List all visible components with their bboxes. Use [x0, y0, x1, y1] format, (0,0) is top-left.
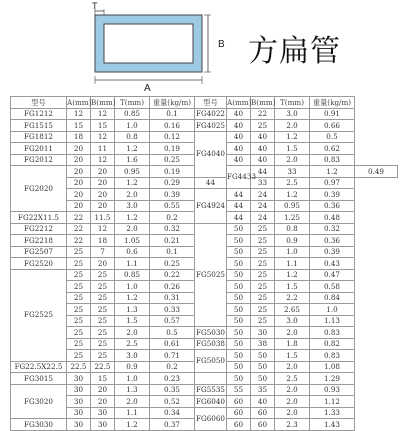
t-dim-cell: 1.2: [115, 177, 150, 189]
model-cell: FG1212: [11, 108, 67, 120]
a-dim-cell: 30: [67, 373, 91, 385]
t-dim-cell: 1.5: [115, 315, 150, 327]
a-dim-cell: 20: [67, 154, 91, 166]
a-dim-cell: 50: [227, 350, 251, 362]
t-dim-cell: 0.85: [115, 108, 150, 120]
weight-cell: 0.82: [310, 338, 355, 350]
t-dim-cell: 1.2: [115, 143, 150, 155]
t-dim-cell: 1.2: [115, 419, 150, 431]
b-dim-cell: 20: [91, 384, 115, 396]
a-dim-cell: 25: [67, 327, 91, 339]
b-dim-cell: 18: [91, 235, 115, 247]
model-cell: FG22X11.5: [11, 212, 67, 224]
weight-cell: 0.19: [150, 166, 195, 178]
t-dim-cell: 1.6: [115, 154, 150, 166]
a-dim-cell: 25: [67, 246, 91, 258]
weight-cell: 0.97: [310, 177, 355, 189]
t-dim-cell: 2.0: [275, 407, 310, 419]
model-cell: FG2525: [11, 269, 67, 361]
b-dim-cell: 25: [251, 304, 275, 316]
table-body: [11, 108, 398, 430]
a-dim-cell: 25: [67, 350, 91, 362]
weight-cell: 0.35: [150, 384, 195, 396]
t-dim-cell: 2.0: [115, 223, 150, 235]
a-dim-cell: 30: [67, 419, 91, 431]
b-dim-cell: 25: [91, 327, 115, 339]
a-dim-cell: 22: [67, 235, 91, 247]
t-dim-cell: 1.25: [275, 212, 310, 224]
t-dim-cell: 0.8: [115, 131, 150, 143]
weight-cell: 0.32: [150, 223, 195, 235]
a-dim-cell: 25: [67, 304, 91, 316]
t-dim-cell: 1.0: [115, 373, 150, 385]
weight-cell: 0.29: [150, 177, 195, 189]
model-cell: FG2020: [11, 166, 67, 212]
weight-cell: 0.31: [150, 292, 195, 304]
a-dim-cell: 50: [227, 246, 251, 258]
label-a: A: [144, 83, 151, 94]
weight-cell: 0.43: [310, 258, 355, 270]
b-dim-cell: 40: [251, 396, 275, 408]
b-dim-cell: 60: [251, 419, 275, 431]
weight-cell: 0.83: [310, 350, 355, 362]
b-dim-cell: 25: [91, 269, 115, 281]
model-cell: FG5025: [195, 223, 227, 327]
a-dim-cell: 50: [227, 235, 251, 247]
t-dim-cell: 2.0: [115, 396, 150, 408]
b-dim-cell: 25: [251, 258, 275, 270]
a-dim-cell: 25: [67, 338, 91, 350]
col-a-right: A(mm): [227, 97, 252, 107]
col-t-right: T(mm): [275, 97, 310, 109]
t-dim-cell: 2.5: [275, 373, 310, 385]
weight-cell: 0.91: [310, 108, 355, 120]
weight-cell: 0.39: [150, 189, 195, 201]
b-dim-cell: 25: [251, 315, 275, 327]
model-cell: FG1515: [11, 120, 67, 132]
weight-cell: 1.0: [310, 304, 355, 316]
a-dim-cell: 50: [227, 338, 251, 350]
label-t: T: [92, 1, 98, 11]
a-dim-cell: 50: [227, 269, 251, 281]
t-dim-cell: 0.95: [275, 200, 310, 212]
weight-cell: 1.33: [310, 407, 355, 419]
b-dim-cell: 33: [251, 177, 275, 189]
model-cell: FG6060: [195, 407, 227, 430]
a-dim-cell: 50: [227, 315, 251, 327]
weight-cell: 0.16: [150, 120, 195, 132]
t-dim-cell: 1.2: [115, 292, 150, 304]
header-row: [11, 97, 398, 109]
weight-cell: 0.36: [310, 200, 355, 212]
weight-cell: 0.34: [150, 407, 195, 419]
b-dim-cell: 20: [91, 189, 115, 201]
model-cell: FG22.5X22.5: [11, 361, 67, 373]
t-dim-cell: 1.5: [275, 143, 310, 155]
t-dim-cell: 2.5: [275, 177, 310, 189]
b-dim-cell: 11.5: [91, 212, 115, 224]
weight-cell: 0.32: [310, 223, 355, 235]
b-dim-cell: 40: [251, 154, 275, 166]
a-dim-cell: 44: [227, 189, 251, 201]
weight-cell: 0.36: [310, 235, 355, 247]
weight-cell: 0.58: [310, 281, 355, 293]
b-dim-cell: 24: [251, 200, 275, 212]
b-dim-cell: 25: [251, 246, 275, 258]
t-dim-cell: 1.2: [310, 166, 355, 178]
b-dim-cell: 12: [91, 154, 115, 166]
t-dim-cell: 1.2: [275, 269, 310, 281]
t-dim-cell: 1.3: [115, 304, 150, 316]
t-dim-cell: 2.0: [275, 384, 310, 396]
model-cell: FG6040: [195, 396, 226, 406]
a-dim-cell: 22.5: [67, 361, 91, 373]
weight-cell: 1.08: [310, 361, 355, 373]
table-row: [11, 373, 398, 385]
weight-cell: 0.61: [150, 338, 195, 350]
a-dim-cell: 20: [67, 143, 91, 155]
t-dim-cell: 1.0: [115, 120, 150, 132]
model-cell: FG4924: [195, 189, 227, 224]
weight-cell: 0.1: [150, 246, 195, 258]
table-row: [11, 223, 398, 235]
model-cell: FG2218: [11, 235, 67, 247]
b-dim-cell: 12: [91, 223, 115, 235]
b-dim-cell: 25: [91, 292, 115, 304]
model-cell: FG4433: [227, 166, 251, 189]
weight-cell: 0.2: [150, 212, 195, 224]
b-dim-cell: 25: [251, 269, 275, 281]
model-cell: FG2520: [11, 258, 67, 270]
model-cell: FG4022: [195, 109, 226, 119]
a-dim-cell: 50: [227, 281, 251, 293]
label-b: B: [218, 39, 225, 50]
t-dim-cell: 1.2: [115, 212, 150, 224]
a-dim-cell: 25: [67, 315, 91, 327]
page-title: 方扁管: [248, 34, 341, 69]
t-dim-cell: 2.0: [275, 396, 310, 408]
a-dim-cell: 20: [67, 200, 91, 212]
t-dim-cell: 1.0: [115, 281, 150, 293]
weight-cell: 0.23: [150, 373, 195, 385]
model-cell: FG2011: [11, 143, 67, 155]
a-dim-cell: 50: [227, 327, 251, 339]
table-row: [11, 189, 398, 201]
t-dim-cell: 1.1: [115, 407, 150, 419]
model-cell: FG3020: [11, 384, 67, 419]
model-cell: FG4025: [195, 120, 226, 130]
table-row: [11, 327, 398, 339]
t-dim-cell: 0.9: [275, 235, 310, 247]
a-dim-cell: 15: [67, 120, 91, 132]
t-dim-cell: 3.0: [115, 350, 150, 362]
t-dim-cell: 0.85: [115, 269, 150, 281]
a-dim-cell: 40: [227, 131, 251, 143]
weight-cell: 0.57: [150, 315, 195, 327]
b-dim-cell: 30: [91, 419, 115, 431]
b-dim-cell: 50: [251, 373, 275, 385]
b-dim-cell: 40: [251, 143, 275, 155]
t-dim-cell: 2.0: [115, 327, 150, 339]
t-dim-cell: 0.8: [275, 223, 310, 235]
a-dim-cell: 50: [227, 361, 251, 373]
t-dim-cell: 1.5: [275, 281, 310, 293]
b-dim-cell: 30: [91, 407, 115, 419]
b-dim-cell: 12: [91, 131, 115, 143]
model-cell: FG2507: [11, 246, 67, 258]
weight-cell: 1.12: [310, 396, 355, 408]
t-dim-cell: 2.0: [115, 189, 150, 201]
t-dim-cell: 1.3: [115, 384, 150, 396]
a-dim-cell: 50: [227, 223, 251, 235]
weight-cell: 0.55: [150, 200, 195, 212]
a-dim-cell: 50: [227, 292, 251, 304]
col-model: 型号: [11, 97, 67, 109]
weight-cell: 0.47: [310, 269, 355, 281]
b-dim-cell: 24: [251, 189, 275, 201]
weight-cell: 0.1: [150, 108, 195, 120]
weight-cell: 0.39: [310, 189, 355, 201]
t-dim-cell: 2.0: [275, 154, 310, 166]
weight-cell: 0.2: [150, 361, 195, 373]
weight-cell: 0.49: [355, 166, 398, 178]
a-dim-cell: 22: [67, 223, 91, 235]
col-a: A(mm): [67, 97, 92, 107]
weight-cell: 0.12: [150, 131, 195, 143]
t-dim-cell: 1.05: [115, 235, 150, 247]
model-cell: FG5050: [195, 350, 227, 373]
weight-cell: 0.62: [310, 143, 355, 155]
col-b: B(mm): [91, 97, 116, 107]
a-dim-cell: 44: [251, 166, 275, 178]
model-cell: FG2012: [11, 154, 67, 166]
spec-tables: [10, 96, 398, 429]
weight-cell: 0.52: [150, 396, 195, 408]
weight-cell: 0.39: [310, 246, 355, 258]
col-t: T(mm): [115, 97, 150, 109]
weight-cell: 1.29: [310, 373, 355, 385]
a-dim-cell: 55: [227, 384, 251, 396]
b-dim-cell: 25: [91, 281, 115, 293]
model-cell: FG5030: [195, 327, 226, 337]
a-dim-cell: 30: [67, 396, 91, 408]
a-dim-cell: 25: [67, 281, 91, 293]
model-cell: FG4040: [195, 131, 227, 177]
b-dim-cell: 22.5: [91, 361, 115, 373]
weight-cell: 0.66: [310, 120, 355, 132]
table-row: [11, 384, 398, 396]
a-dim-cell: 22: [67, 212, 91, 224]
a-dim-cell: 40: [227, 120, 251, 132]
model-cell: FG3015: [11, 373, 67, 385]
b-dim-cell: 25: [251, 120, 275, 132]
t-dim-cell: 1.8: [275, 338, 310, 350]
weight-cell: 0.21: [150, 235, 195, 247]
b-dim-cell: 15: [91, 373, 115, 385]
t-dim-cell: 1.2: [275, 189, 310, 201]
table-row: [11, 350, 398, 362]
tube-inner: [104, 24, 193, 63]
b-dim-cell: 25: [251, 235, 275, 247]
t-dim-cell: 2.0: [275, 327, 310, 339]
table-row: [11, 338, 398, 350]
t-dim-cell: 2.0: [275, 120, 310, 132]
a-dim-cell: 30: [67, 384, 91, 396]
b-dim-cell: 25: [251, 223, 275, 235]
model-cell: FG2212: [11, 223, 67, 235]
col-weight: 重量(kg/m): [150, 97, 195, 109]
weight-cell: 0.84: [310, 292, 355, 304]
b-dim-cell: 24: [251, 212, 275, 224]
a-dim-cell: 60: [227, 419, 251, 431]
b-dim-cell: 25: [91, 315, 115, 327]
b-dim-cell: 33: [275, 166, 310, 178]
a-dim-cell: 44: [227, 200, 251, 212]
b-dim-cell: 40: [251, 131, 275, 143]
b-dim-cell: 50: [251, 350, 275, 362]
t-dim-cell: 2.3: [275, 419, 310, 431]
a-dim-cell: 44: [195, 177, 227, 189]
t-dim-cell: 1.5: [275, 350, 310, 362]
b-dim-cell: 12: [91, 108, 115, 120]
weight-cell: 0.83: [310, 327, 355, 339]
table-row: [11, 131, 398, 143]
b-dim-cell: 60: [251, 407, 275, 419]
b-dim-cell: 20: [91, 396, 115, 408]
spec-table: [10, 96, 398, 431]
b-dim-cell: 15: [91, 120, 115, 132]
b-dim-cell: 7: [91, 246, 115, 258]
b-dim-cell: 38: [251, 338, 275, 350]
t-dim-cell: 2.5: [115, 338, 150, 350]
t-dim-cell: 3.0: [275, 315, 310, 327]
a-dim-cell: 60: [227, 407, 251, 419]
weight-cell: 0.19: [150, 143, 195, 155]
model-cell: FG5038: [195, 339, 226, 349]
col-model-right: 型号: [195, 97, 227, 109]
b-dim-cell: 25: [91, 350, 115, 362]
weight-cell: 0.25: [150, 258, 195, 270]
a-dim-cell: 40: [227, 154, 251, 166]
t-dim-cell: 1.1: [275, 258, 310, 270]
weight-cell: 0.33: [150, 304, 195, 316]
profile-diagram: [0, 0, 240, 95]
a-dim-cell: 40: [227, 143, 251, 155]
table-row: [11, 396, 398, 408]
model-cell: FG1812: [11, 131, 67, 143]
a-dim-cell: 25: [67, 269, 91, 281]
weight-cell: 0.93: [310, 384, 355, 396]
a-dim-cell: 25: [67, 292, 91, 304]
b-dim-cell: 20: [91, 177, 115, 189]
t-dim-cell: 0.6: [115, 246, 150, 258]
b-dim-cell: 25: [91, 338, 115, 350]
t-dim-cell: 3.0: [115, 200, 150, 212]
b-dim-cell: 25: [91, 304, 115, 316]
a-dim-cell: 25: [67, 258, 91, 270]
weight-cell: 0.83: [310, 154, 355, 166]
t-dim-cell: 1.1: [115, 258, 150, 270]
weight-cell: 0.25: [150, 154, 195, 166]
b-dim-cell: 11: [91, 143, 115, 155]
a-dim-cell: 12: [67, 108, 91, 120]
b-dim-cell: 25: [251, 281, 275, 293]
t-dim-cell: 0.95: [115, 166, 150, 178]
a-dim-cell: 20: [67, 177, 91, 189]
a-dim-cell: 50: [227, 304, 251, 316]
table-row: [11, 407, 398, 419]
a-dim-cell: 20: [67, 166, 91, 178]
weight-cell: 0.71: [150, 350, 195, 362]
weight-cell: 0.48: [310, 212, 355, 224]
model-cell: FG5535: [195, 385, 226, 395]
table-row: [11, 177, 398, 189]
a-dim-cell: 44: [227, 212, 251, 224]
a-dim-cell: 60: [227, 396, 251, 408]
t-dim-cell: 1.0: [275, 246, 310, 258]
weight-cell: 1.43: [310, 419, 355, 431]
a-dim-cell: 18: [67, 131, 91, 143]
col-b-right: B(mm): [251, 97, 276, 107]
t-dim-cell: 2.0: [275, 361, 310, 373]
a-dim-cell: 50: [227, 373, 251, 385]
t-dim-cell: 1.2: [275, 131, 310, 143]
b-dim-cell: 30: [251, 327, 275, 339]
weight-cell: 0.26: [150, 281, 195, 293]
b-dim-cell: 20: [91, 200, 115, 212]
b-dim-cell: 22: [251, 108, 275, 120]
weight-cell: 0.22: [150, 269, 195, 281]
b-dim-cell: 35: [251, 384, 275, 396]
t-dim-cell: 2.2: [275, 292, 310, 304]
b-dim-cell: 50: [251, 361, 275, 373]
t-dim-cell: 2.65: [275, 304, 310, 316]
a-dim-cell: 40: [227, 108, 251, 120]
table-row: [11, 108, 398, 120]
a-dim-cell: 20: [67, 189, 91, 201]
b-dim-cell: 25: [251, 292, 275, 304]
weight-cell: 0.5: [310, 131, 355, 143]
a-dim-cell: 30: [67, 407, 91, 419]
weight-cell: 0.5: [150, 327, 195, 339]
weight-cell: 0.37: [150, 419, 195, 431]
b-dim-cell: 20: [91, 166, 115, 178]
table-row: [11, 120, 398, 132]
t-dim-cell: 3.0: [275, 108, 310, 120]
b-dim-cell: 20: [91, 258, 115, 270]
t-dim-cell: 0.9: [115, 361, 150, 373]
model-cell: [195, 373, 227, 385]
model-cell: FG3030: [11, 419, 67, 431]
col-weight-right: 重量(kg/m): [310, 97, 355, 109]
a-dim-cell: 50: [227, 258, 251, 270]
weight-cell: 1.13: [310, 315, 355, 327]
